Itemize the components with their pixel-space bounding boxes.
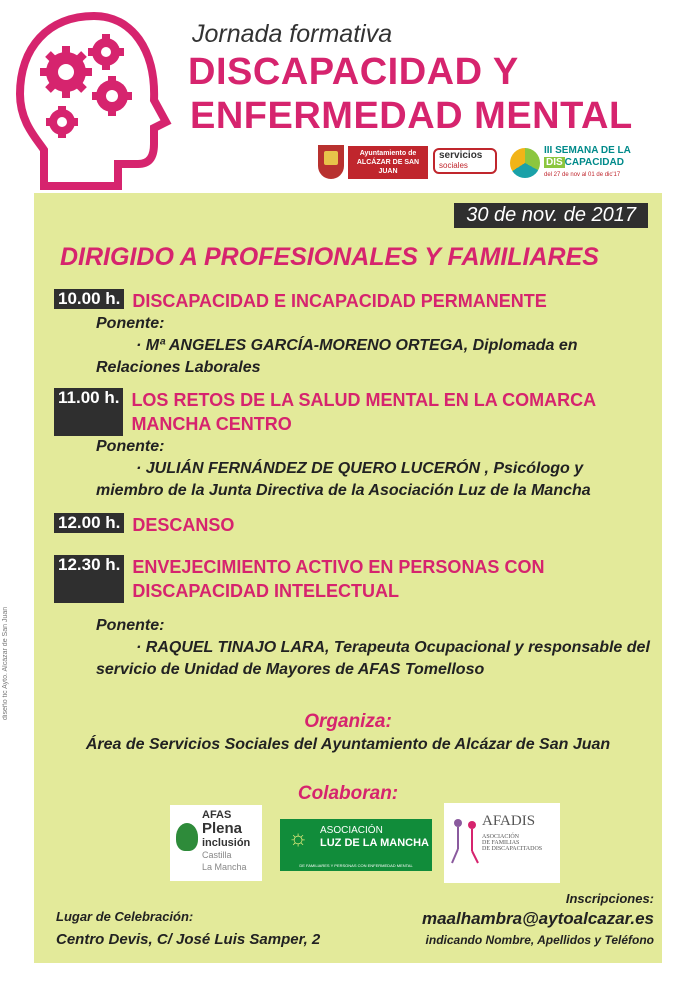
program-panel: [34, 193, 662, 963]
luz-de-la-mancha-logo: [280, 819, 432, 871]
speaker: · Mª ANGELES GARCÍA-MORENO ORTEGA, Diplomada en Relaciones Laborales: [96, 337, 578, 376]
afadis-l1: AFADIS: [482, 813, 536, 829]
semana-line1: III SEMANA DE LA: [544, 145, 631, 156]
servicios-label: servicios: [439, 150, 483, 161]
head-gears-icon: [14, 10, 174, 190]
inscripciones-details: indicando Nombre, Apellidos y Teléfono: [425, 933, 654, 947]
session-time: 11.00 h.: [54, 388, 123, 436]
colaboran-heading: Colaboran:: [297, 783, 399, 804]
speaker: · JULIÁN FERNÁNDEZ DE QUERO LUCERÓN , Psicólogo y miembro de la Junta Directiva de la Asociación Luz de la Mancha: [96, 460, 591, 499]
luz-l3: DE FAMILIARES Y PERSONAS CON ENFERMEDAD MENTAL: [299, 863, 413, 868]
session-1: [54, 289, 654, 379]
afadis-l4: DE DISCAPACITADOS: [482, 846, 543, 852]
lugar-label: Lugar de Celebración:: [56, 909, 194, 924]
session-time: 10.00 h.: [54, 289, 124, 309]
afadis-logo: [444, 803, 560, 883]
session-time: 12.30 h.: [54, 555, 124, 603]
afas-l2: Plena: [202, 820, 243, 837]
afadis-l3: DE FAMILIAS: [482, 840, 520, 846]
title-line-2: ENFERMEDAD MENTAL: [190, 95, 633, 137]
semana-dates: del 27 de nov al 01 de dic'17: [544, 172, 621, 178]
title-line-1: DISCAPACIDAD Y: [188, 51, 519, 93]
organiza-heading: Organiza:: [304, 711, 392, 732]
ponente-label: Ponente:: [96, 438, 165, 455]
session-3: [54, 513, 654, 537]
inscripciones-email[interactable]: maalhambra@aytoalcazar.es: [421, 909, 654, 928]
luz-l1: ASOCIACIÓN: [320, 825, 383, 836]
afas-l5: La Mancha: [202, 862, 247, 872]
session-title: DESCANSO: [132, 515, 235, 535]
clover-icon: [176, 823, 198, 851]
side-credit: diseño tic Ayto. Alcázar de San Juan: [2, 606, 9, 720]
speaker: · RAQUEL TINAJO LARA, Terapeuta Ocupacional y responsable del servicio de Unidad de Mayores de AFAS Tomelloso: [96, 639, 650, 678]
session-4: [54, 555, 654, 681]
session-time: 12.00 h.: [54, 513, 124, 533]
semana-circle-icon: [510, 148, 540, 178]
afas-l4: Castilla: [202, 850, 232, 860]
luz-l2: LUZ DE LA MANCHA: [320, 837, 429, 849]
session-title: ENVEJECIMIENTO ACTIVO EN PERSONAS CON DISCAPACIDAD INTELECTUAL: [132, 557, 545, 601]
afas-logo: [170, 805, 262, 881]
organiza-text: Área de Servicios Sociales del Ayuntamiento de Alcázar de San Juan: [85, 736, 611, 753]
luz-sun-icon: ☼: [288, 825, 309, 850]
afadis-l2: ASOCIACIÓN: [482, 834, 520, 840]
ayuntamiento-label: Ayuntamiento de ALCÁZAR DE SAN JUAN: [348, 146, 428, 179]
inscripciones-label: Inscripciones:: [565, 891, 654, 906]
ayuntamiento-logo: [318, 145, 428, 179]
lugar-address: Centro Devis, C/ José Luis Samper, 2: [56, 931, 321, 948]
session-title: DISCAPACIDAD E INCAPACIDAD PERMANENTE: [132, 291, 547, 311]
ponente-label: Ponente:: [96, 617, 165, 634]
session-title: LOS RETOS DE LA SALUD MENTAL EN LA COMARCA MANCHA CENTRO: [131, 390, 596, 434]
event-date: 30 de nov. de 2017: [454, 203, 648, 228]
family-figures-icon: [450, 815, 480, 865]
ponente-label: Ponente:: [96, 315, 165, 332]
event-subtitle: Jornada formativa: [192, 20, 393, 48]
semana-dis: DIS: [546, 157, 563, 168]
audience-heading: DIRIGIDO A PROFESIONALES Y FAMILIARES: [60, 243, 599, 271]
semana-discapacidad-logo: [510, 145, 631, 181]
session-2: [54, 388, 654, 502]
afas-l1: AFAS: [202, 809, 232, 821]
coat-of-arms-icon: [318, 145, 344, 179]
servicios-sub: sociales: [439, 161, 468, 170]
servicios-sociales-logo: [433, 148, 497, 174]
afas-l3: inclusión: [202, 837, 251, 849]
semana-cap: CAPACIDAD: [564, 157, 624, 168]
